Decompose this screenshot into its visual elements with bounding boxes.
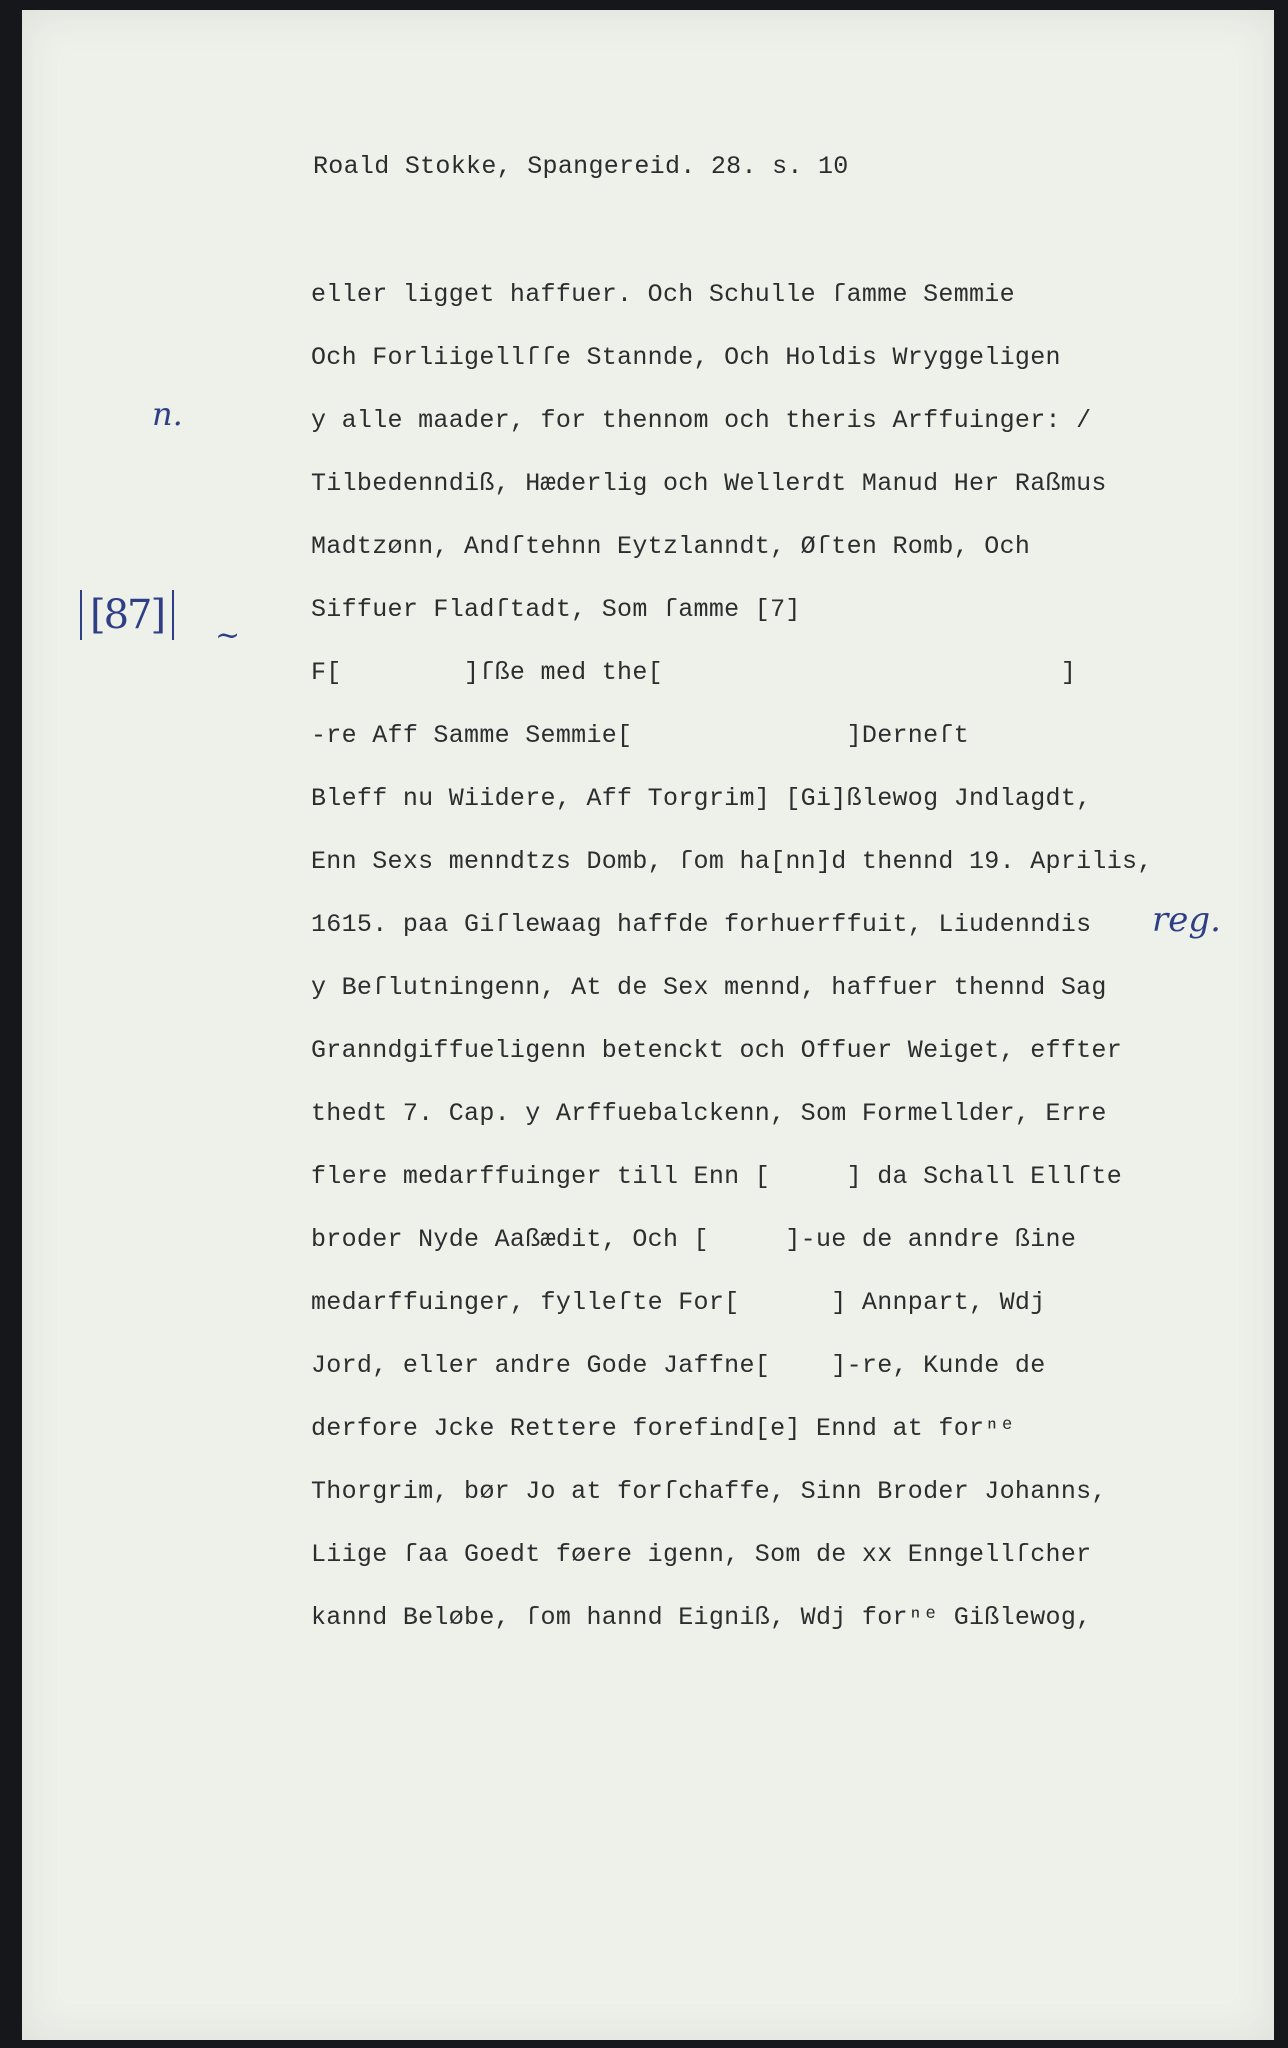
margin-note-n: n. bbox=[152, 395, 183, 433]
document-page bbox=[22, 10, 1274, 2040]
text-line: broder Nyde Aaßædit, Och [ ]-ue de anndre ßine bbox=[311, 1225, 1077, 1254]
text-line: y Beſlutningenn, At de Sex mennd, haffuer thennd Sag bbox=[311, 973, 1107, 1002]
text-line: Granndgiffueligenn betenckt och Offuer Weiget, effter bbox=[311, 1036, 1123, 1065]
text-line: Siffuer Fladſtadt, Som ſamme [7] bbox=[311, 595, 801, 624]
text-line: flere medarffuinger till Enn [ ] da Schall Ellſte bbox=[311, 1162, 1123, 1191]
page-header: Roald Stokke, Spangereid. 28. s. 10 bbox=[313, 152, 849, 181]
faint-archive-stamp bbox=[1217, 70, 1277, 2030]
text-line: -re Aff Samme Semmie[ ]Derneſt bbox=[311, 721, 970, 750]
text-line: Och Forliigellſſe Stannde, Och Holdis Wryggeligen bbox=[311, 343, 1061, 372]
text-line: Bleff nu Wiidere, Aff Torgrim] [Gi]ßlewog Jndlagdt, bbox=[311, 784, 1092, 813]
text-line: 1615. paa Giſlewaag haffde forhuerffuit, Liudenndis bbox=[311, 910, 1092, 939]
text-line: Enn Sexs menndtzs Domb, ſom ha[nn]d thennd 19. Aprilis, bbox=[311, 847, 1153, 876]
margin-note-dash: ~ bbox=[215, 618, 241, 653]
text-line: Jord, eller andre Gode Jaffne[ ]-re, Kunde de bbox=[311, 1351, 1046, 1380]
text-line: medarffuinger, fylleſte For[ ] Annpart, Wdj bbox=[311, 1288, 1046, 1317]
text-line: Madtzønn, Andſtehnn Eytzlanndt, Øſten Romb, Och bbox=[311, 532, 1031, 561]
transcription-body bbox=[311, 277, 1211, 1663]
margin-note-reg: reg. bbox=[1152, 900, 1221, 940]
text-line: derfore Jcke Rettere forefind[e] Ennd at forⁿᵉ bbox=[311, 1414, 1015, 1443]
text-line: F[ ]ſße med the[ ] bbox=[311, 658, 1077, 687]
text-line: thedt 7. Cap. y Arffuebalckenn, Som Formellder, Erre bbox=[311, 1099, 1107, 1128]
text-line: y alle maader, for thennom och theris Arffuinger: / bbox=[311, 406, 1092, 435]
text-line: Liige ſaa Goedt føere igenn, Som de xx Enngellſcher bbox=[311, 1540, 1092, 1569]
margin-note-bracket: [87] bbox=[80, 590, 174, 640]
text-line: Tilbedenndiß, Hæderlig och Wellerdt Manud Her Raßmus bbox=[311, 469, 1107, 498]
text-line: kannd Beløbe, ſom hannd Eigniß, Wdj forⁿᵉ Gißlewog, bbox=[311, 1603, 1092, 1632]
text-line: eller ligget haffuer. Och Schulle ſamme Semmie bbox=[311, 280, 1015, 309]
text-line: Thorgrim, bør Jo at forſchaffe, Sinn Broder Johanns, bbox=[311, 1477, 1107, 1506]
